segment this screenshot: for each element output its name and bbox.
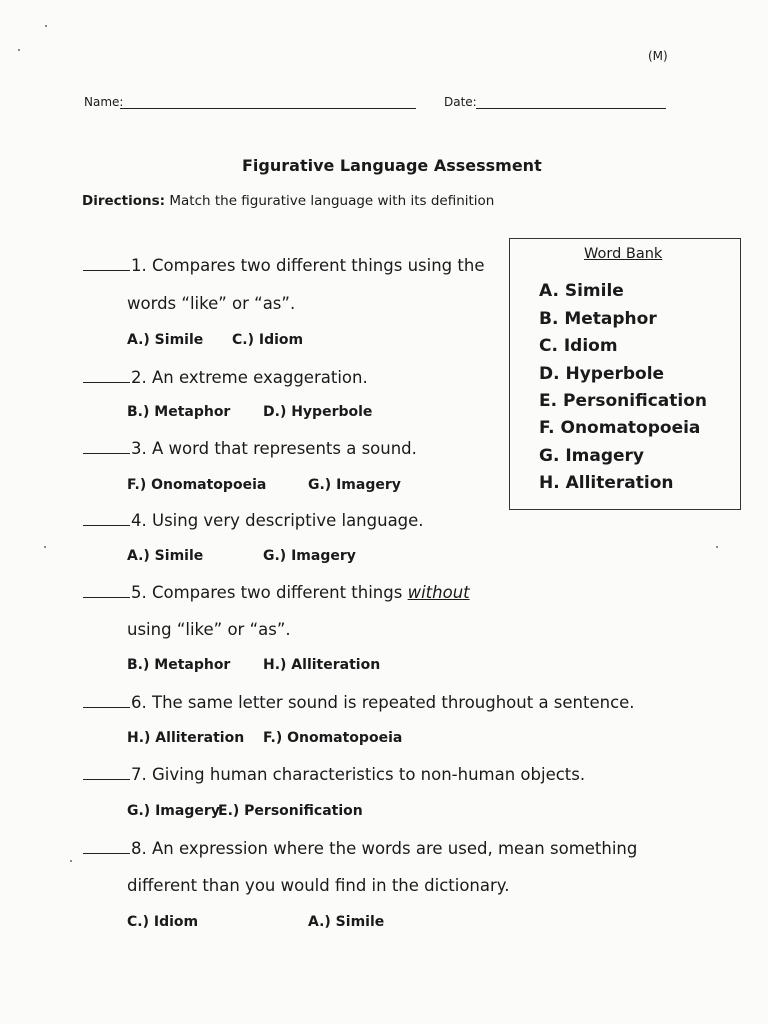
option: C.) Idiom [127, 914, 199, 930]
question-text: 8. An expression where the words are used, mean something [131, 839, 638, 858]
answer-blank[interactable] [83, 765, 130, 780]
option: B.) Metaphor [127, 657, 231, 673]
question-text: 3. A word that represents a sound. [131, 439, 417, 458]
question-text: 7. Giving human characteristics to non-human objects. [131, 765, 586, 784]
word-bank-item: A. Simile [539, 281, 624, 301]
option: B.) Metaphor [127, 404, 231, 420]
scan-speck [44, 546, 46, 548]
name-field[interactable] [120, 108, 416, 109]
scan-speck [18, 49, 20, 51]
option: H.) Alliteration [263, 657, 381, 673]
question-text: 2. An extreme exaggeration. [131, 368, 368, 387]
answer-blank[interactable] [83, 839, 130, 854]
scan-speck [70, 860, 72, 862]
scan-speck [45, 25, 47, 27]
answer-blank[interactable] [83, 693, 130, 708]
name-label: Name: [84, 95, 124, 109]
emphasis-word: without [407, 583, 470, 602]
question-text: 1. Compares two different things using the [131, 256, 485, 275]
option: G.) Imagery [263, 548, 356, 564]
option: F.) Onomatopoeia [263, 730, 403, 746]
option: E.) Personification [218, 803, 363, 819]
directions-text: Match the figurative language with its definition [169, 193, 495, 209]
question-text: 4. Using very descriptive language. [131, 511, 424, 530]
word-bank-item: D. Hyperbole [539, 364, 665, 384]
word-bank-item: C. Idiom [539, 336, 618, 356]
option: A.) Simile [127, 548, 204, 564]
option: C.) Idiom [232, 332, 304, 348]
word-bank-item: H. Alliteration [539, 473, 674, 493]
question-4 [83, 511, 424, 530]
date-label: Date: [444, 95, 477, 109]
word-bank-title: Word Bank [584, 246, 663, 262]
question-5 [83, 583, 470, 602]
word-bank-item: F. Onomatopoeia [539, 418, 701, 438]
date-field[interactable] [476, 108, 666, 109]
answer-blank[interactable] [83, 583, 130, 598]
answer-blank[interactable] [83, 256, 130, 271]
word-bank-item: E. Personification [539, 391, 707, 411]
option: F.) Onomatopoeia [127, 477, 267, 493]
option: A.) Simile [127, 332, 204, 348]
word-bank-item: G. Imagery [539, 446, 645, 466]
question-text-continued: using “like” or “as”. [127, 620, 291, 639]
question-3 [83, 439, 417, 458]
question-text: 6. The same letter sound is repeated throughout a sentence. [131, 693, 635, 712]
option: G.) Imagery [308, 477, 401, 493]
question-text-continued: words “like” or “as”. [127, 294, 296, 313]
question-1 [83, 256, 484, 275]
answer-blank[interactable] [83, 439, 130, 454]
question-8 [83, 839, 637, 858]
question-text: 5. Compares two different things [131, 583, 408, 602]
option: H.) Alliteration [127, 730, 245, 746]
page-title: Figurative Language Assessment [242, 156, 542, 175]
question-text-continued: different than you would find in the dictionary. [127, 876, 510, 895]
word-bank-item: B. Metaphor [539, 309, 657, 329]
directions [82, 193, 494, 209]
corner-mark: (M) [648, 49, 668, 63]
question-2 [83, 368, 368, 387]
question-7 [83, 765, 585, 784]
answer-blank[interactable] [83, 368, 130, 383]
directions-label: Directions: [82, 193, 166, 209]
option: D.) Hyperbole [263, 404, 373, 420]
answer-blank[interactable] [83, 511, 130, 526]
option: G.) Imagery [127, 803, 220, 819]
scan-speck [716, 546, 718, 548]
question-6 [83, 693, 635, 712]
option: A.) Simile [308, 914, 385, 930]
